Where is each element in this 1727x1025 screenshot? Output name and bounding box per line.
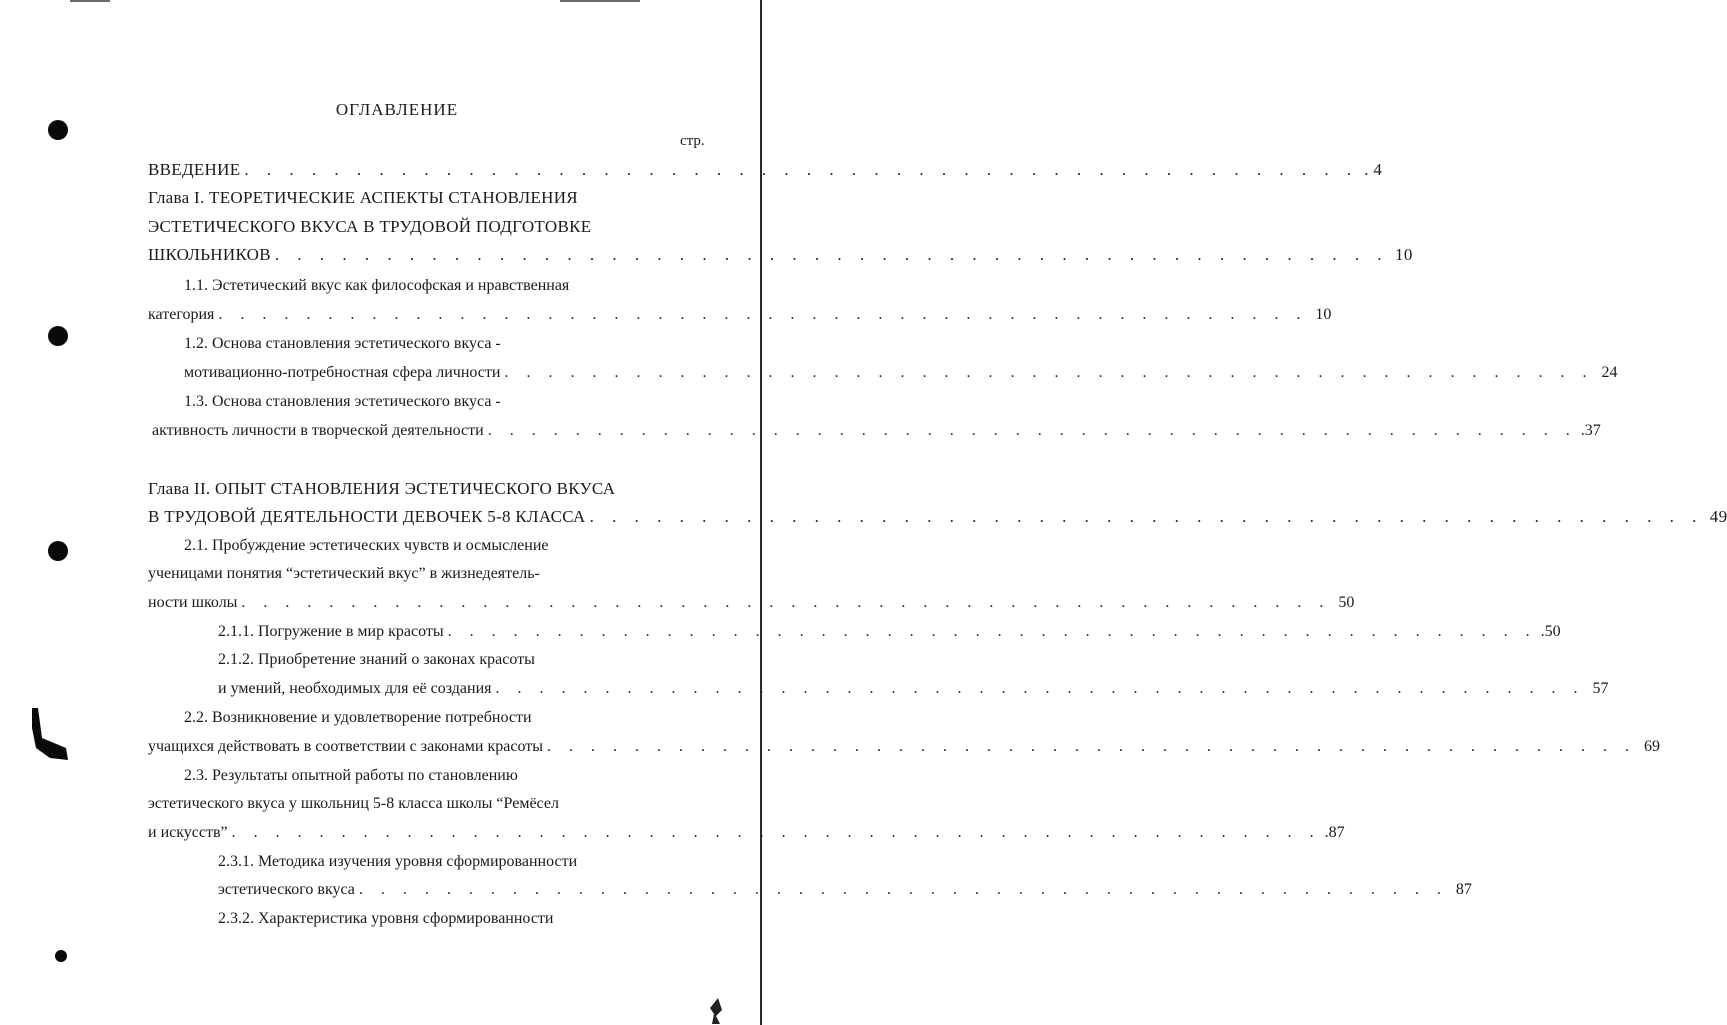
toc-entry-text: эстетического вкуса: [218, 881, 355, 898]
leader-dots: . . . . . . . . . . . . . . . . . . . . . . . . . . . . . . . . . . . . . . . . . . . . . . . . . .: [274, 245, 1389, 264]
section-2-3-line-1: 2.3. Результаты опытной работы по становлению: [184, 767, 518, 784]
toc-entry-text: активность личности в творческой деятельности: [152, 422, 484, 439]
toc-entry-chapter-2: [148, 507, 1727, 527]
leader-dots: . . . . . . . . . . . . . . . . . . . . . . . . . . . . . . . . . . . . . . . . . . . . . . . . . .: [231, 824, 1321, 841]
leader-dots: . . . . . . . . . . . . . . . . . . . . . . . . . . . . . . . . . . . . . . . . . . . . . . . . . .: [589, 507, 1704, 526]
leader-dots: . . . . . . . . . . . . . . . . . . . . . . . . . . . . . . . . . . . . . . . . . . . . . . . . . .: [244, 160, 1359, 179]
page-number: 87: [1455, 881, 1472, 898]
toc-entry-text: 2.1.1. Погружение в мир красоты: [218, 623, 444, 640]
leader-dots: . . . . . . . . . . . . . . . . . . . . . . . . . . . . . . . . . . . . . . . . . . . . . . . . . .: [495, 680, 1585, 697]
toc-entry-text: учащихся действовать в соответствии с законами красоты: [148, 738, 543, 755]
toc-entry-section-1-2: [184, 363, 1618, 383]
chapter-2-title-line-1: Глава II. ОПЫТ СТАНОВЛЕНИЯ ЭСТЕТИЧЕСКОГО ВКУСА: [148, 479, 616, 498]
toc-entry-section-1-3: [152, 421, 1601, 441]
toc-entry-intro: [148, 160, 1383, 180]
toc-entry-section-2-3-1: [218, 880, 1472, 900]
section-2-3-line-2: эстетического вкуса у школьниц 5-8 класса школы “Ремёсел: [148, 795, 559, 812]
section-2-1-2-line-1: 2.1.2. Приобретение знаний о законах красоты: [218, 651, 535, 668]
page-number: .50: [1540, 623, 1561, 640]
toc-entry-section-2-1: [148, 593, 1355, 613]
toc-entry-section-2-2: [148, 737, 1660, 757]
leader-dots: . . . . . . . . . . . . . . . . . . . . . . . . . . . . . . . . . . . . . . . . . . . . . . . . . .: [358, 881, 1448, 898]
scan-smudge-left: [30, 708, 70, 768]
toc-entry-text: В ТРУДОВОЙ ДЕЯТЕЛЬНОСТИ ДЕВОЧЕК 5-8 КЛАССА: [148, 507, 586, 526]
section-2-1-line-2: ученицами понятия “эстетический вкус” в жизнедеятель-: [148, 565, 540, 582]
leader-dots: . . . . . . . . . . . . . . . . . . . . . . . . . . . . . . . . . . . . . . . . . . . . . . . . . .: [547, 738, 1636, 755]
toc-entry-text: ВВЕДЕНИЕ: [148, 160, 241, 179]
scan-edge-top-right: [560, 0, 640, 2]
page-number: 10: [1315, 306, 1332, 323]
toc-entry-text: мотивационно-потребностная сфера личности: [184, 364, 501, 381]
section-1-2-line-1: 1.2. Основа становления эстетического вкуса -: [184, 335, 501, 352]
section-1-3-line-1: 1.3. Основа становления эстетического вкуса -: [184, 393, 501, 410]
toc-entry-section-2-1-1: [218, 622, 1561, 642]
section-2-3-1-line-1: 2.3.1. Методика изучения уровня сформированности: [218, 853, 578, 870]
toc-entry-text: ности школы: [148, 594, 238, 611]
toc-entry-section-2-1-2: [218, 679, 1609, 699]
scan-mark-corner: [708, 998, 728, 1025]
section-2-1-line-1: 2.1. Пробуждение эстетических чувств и осмысление: [184, 537, 549, 554]
toc-entry-text: категория: [148, 306, 215, 323]
punch-hole-1: [48, 120, 68, 140]
section-2-2-line-1: 2.2. Возникновение и удовлетворение потребности: [184, 709, 532, 726]
page-column-label: стр.: [680, 133, 705, 149]
leader-dots: . . . . . . . . . . . . . . . . . . . . . . . . . . . . . . . . . . . . . . . . . . . . . . . . . .: [241, 594, 1331, 611]
page-number: 57: [1592, 680, 1609, 697]
page-number: 24: [1601, 364, 1618, 381]
leader-dots: . . . . . . . . . . . . . . . . . . . . . . . . . . . . . . . . . . . . . . . . . . . . . . . . . .: [218, 306, 1308, 323]
page-number: .37: [1580, 422, 1601, 439]
punch-hole-4: [55, 950, 67, 962]
page-number: 50: [1338, 594, 1355, 611]
punch-hole-3: [48, 541, 68, 561]
page-number: . 4: [1364, 160, 1383, 179]
toc-entry-text: ШКОЛЬНИКОВ: [148, 245, 271, 264]
toc-entry-section-2-3: [148, 823, 1345, 843]
page-number: 49: [1709, 507, 1727, 526]
section-2-3-2-line-1: 2.3.2. Характеристика уровня сформированности: [218, 910, 554, 927]
punch-hole-2: [48, 326, 68, 346]
toc-entry-section-1-1: [148, 305, 1332, 325]
page-number: .87: [1324, 824, 1345, 841]
leader-dots: . . . . . . . . . . . . . . . . . . . . . . . . . . . . . . . . . . . . . . . . . . . . . . . . . .: [447, 623, 1537, 640]
toc-entry-text: и искусств”: [148, 824, 228, 841]
page-number: 10: [1395, 245, 1413, 264]
leader-dots: . . . . . . . . . . . . . . . . . . . . . . . . . . . . . . . . . . . . . . . . . . . . . . . . . .: [487, 422, 1577, 439]
scan-edge-top-left: [70, 0, 110, 2]
chapter-1-title-line-2: ЭСТЕТИЧЕСКОГО ВКУСА В ТРУДОВОЙ ПОДГОТОВКЕ: [148, 217, 592, 236]
leader-dots: . . . . . . . . . . . . . . . . . . . . . . . . . . . . . . . . . . . . . . . . . . . . . . . . . .: [504, 364, 1594, 381]
page-title: ОГЛАВЛЕНИЕ: [335, 100, 459, 119]
section-1-1-line-1: 1.1. Эстетический вкус как философская и нравственная: [184, 277, 570, 294]
chapter-1-title-line-1: Глава I. ТЕОРЕТИЧЕСКИЕ АСПЕКТЫ СТАНОВЛЕНИЯ: [148, 188, 578, 207]
page-number: 69: [1644, 738, 1660, 755]
toc-entry-text: и умений, необходимых для её создания: [218, 680, 492, 697]
toc-entry-chapter-1: [148, 245, 1413, 265]
